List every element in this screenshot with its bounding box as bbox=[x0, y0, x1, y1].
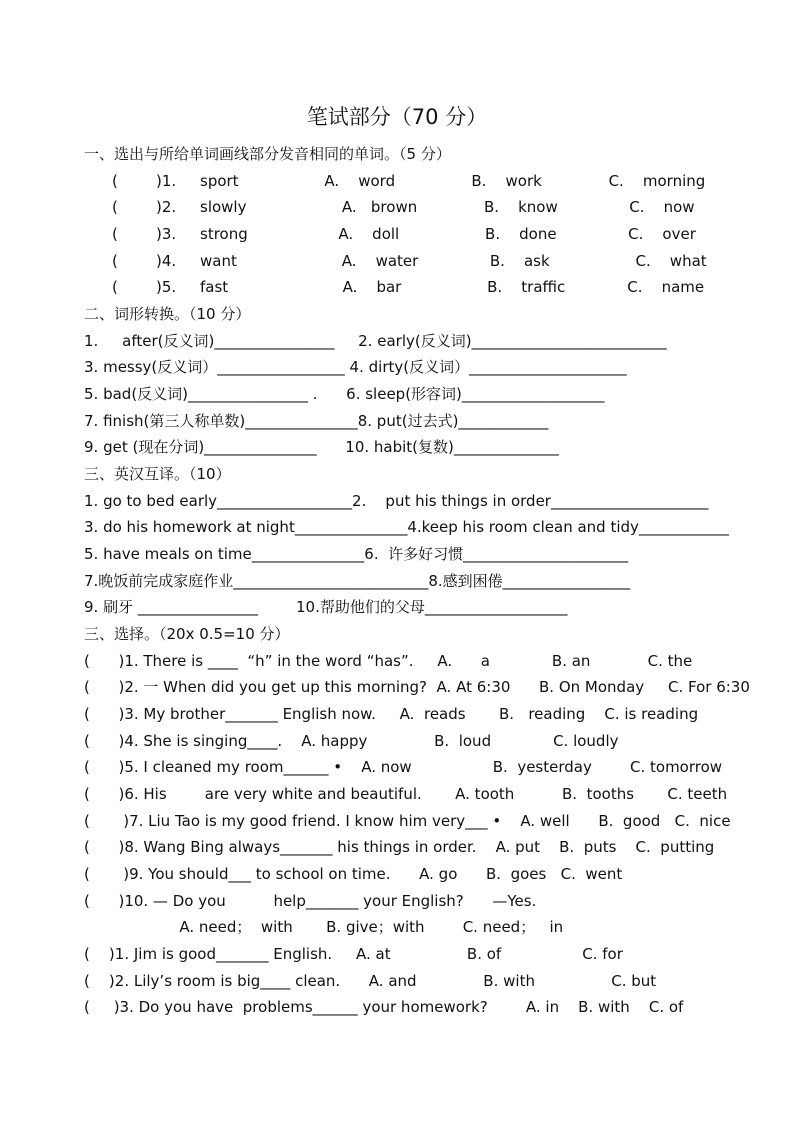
section3-heading: 三、英汉互译。（10） bbox=[84, 465, 231, 483]
translation-row-3: 5. have meals on time_______________6. 许多好习惯______________________ bbox=[84, 545, 629, 563]
word-form-row-3: 5. bad(反义词)________________ . 6. sleep(形容词)___________________ bbox=[84, 385, 605, 403]
choice-question-3: ( )3. My brother_______ English now. A. reads B. reading C. is reading bbox=[84, 705, 699, 723]
choice-question-b1: ( )1. Jim is good_______ English. A. at B. of C. for bbox=[84, 945, 623, 963]
pronunciation-question-4: ( )4. want A. water B. ask C. what bbox=[112, 252, 707, 270]
translation-row-2: 3. do his homework at night_______________4.keep his room clean and tidy____________ bbox=[84, 518, 729, 536]
pronunciation-question-2: ( )2. slowly A. brown B. know C. now bbox=[112, 198, 695, 216]
translation-row-5: 9. 刷牙 ________________ 10.帮助他们的父母___________________ bbox=[84, 598, 568, 616]
word-form-row-5: 9. get (现在分词)_______________ 10. habit(复数)______________ bbox=[84, 438, 559, 456]
choice-question-5: ( )5. I cleaned my room______ • A. now B. yesterday C. tomorrow bbox=[84, 758, 723, 776]
choice-question-2: ( )2. 一 When did you get up this morning? A. At 6:30 B. On Monday C. For 6:30 bbox=[84, 678, 750, 696]
page-title: 笔试部分（70 分） bbox=[306, 105, 488, 129]
choice-question-10-options: A. need； with B. give；with C. need； in bbox=[84, 918, 564, 936]
pronunciation-question-3: ( )3. strong A. doll B. done C. over bbox=[112, 225, 696, 243]
choice-question-8: ( )8. Wang Bing always_______ his things in order. A. put B. puts C. putting bbox=[84, 838, 715, 856]
choice-question-6: ( )6. His are very white and beautiful. A. tooth B. tooths C. teeth bbox=[84, 785, 728, 803]
word-form-row-4: 7. finish(第三人称单数)_______________8. put(过去式)____________ bbox=[84, 412, 549, 430]
pronunciation-question-1: ( )1. sport A. word B. work C. morning bbox=[112, 172, 706, 190]
choice-question-10: ( )10. — Do you help_______ your English? —Yes. bbox=[84, 892, 537, 910]
word-form-row-2: 3. messy(反义词）_________________ 4. dirty(反义词）_____________________ bbox=[84, 358, 627, 376]
section4-heading: 三、选择。（20x 0.5=10 分） bbox=[84, 625, 290, 643]
section1-heading: 一、选出与所给单词画线部分发音相同的单词。（5 分） bbox=[84, 145, 451, 163]
choice-question-7: ( )7. Liu Tao is my good friend. I know him very___ • A. well B. good C. nice bbox=[84, 812, 731, 830]
choice-question-b2: ( )2. Lily’s room is big____ clean. A. and B. with C. but bbox=[84, 972, 657, 990]
choice-question-4: ( )4. She is singing____. A. happy B. loud C. loudly bbox=[84, 732, 619, 750]
choice-question-1: ( )1. There is ____ “h” in the word “has”. A. a B. an C. the bbox=[84, 652, 693, 670]
translation-row-1: 1. go to bed early__________________2. put his things in order_____________________ bbox=[84, 492, 709, 510]
section2-heading: 二、词形转换。（10 分） bbox=[84, 305, 251, 323]
word-form-row-1: 1. after(反义词)________________ 2. early(反义词)__________________________ bbox=[84, 332, 667, 350]
pronunciation-question-5: ( )5. fast A. bar B. traffic C. name bbox=[112, 278, 705, 296]
choice-question-b3: ( )3. Do you have problems______ your homework? A. in B. with C. of bbox=[84, 998, 684, 1016]
choice-question-9: ( )9. You should___ to school on time. A. go B. goes C. went bbox=[84, 865, 623, 883]
translation-row-4: 7.晚饭前完成家庭作业__________________________8.感到困倦_________________ bbox=[84, 572, 631, 590]
